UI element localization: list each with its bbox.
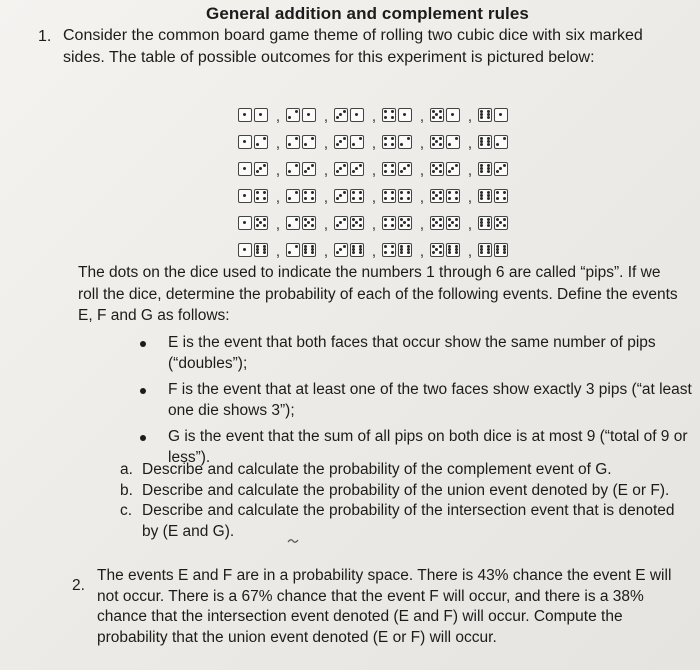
die-face-3	[334, 243, 348, 257]
die-face-6	[478, 135, 492, 149]
dice-pair	[238, 162, 270, 176]
comma-separator: ,	[323, 188, 329, 206]
comma-separator: ,	[419, 188, 425, 206]
die-face-5	[350, 216, 364, 230]
comma-separator: ,	[275, 215, 281, 233]
comma-separator: ,	[371, 242, 377, 260]
die-face-2	[286, 243, 300, 257]
comma-separator: ,	[275, 188, 281, 206]
dice-pair	[334, 162, 366, 176]
die-face-2	[446, 135, 460, 149]
dice-row	[238, 182, 510, 209]
comma-separator: ,	[467, 134, 473, 152]
comma-separator: ,	[419, 215, 425, 233]
comma-separator: ,	[323, 161, 329, 179]
subquestion-a	[120, 460, 685, 481]
subquestion-letter: c.	[120, 502, 133, 519]
die-face-2	[254, 135, 268, 149]
subquestion-text: Describe and calculate the probability of the union event denoted by (E or F).	[142, 481, 670, 499]
question-1-paragraph: The dots on the dice used to indicate the numbers 1 through 6 are called “pips”. If we roll the dice, determine the probability of each of the following events. Define the events E, F and G as follows:	[78, 264, 678, 324]
die-face-2	[398, 135, 412, 149]
comma-separator: ,	[275, 107, 281, 125]
die-face-4	[302, 189, 316, 203]
comma-separator: ,	[371, 188, 377, 206]
dice-pair	[382, 108, 414, 122]
dice-outcomes-table	[238, 101, 510, 263]
die-face-1	[238, 189, 252, 203]
die-face-1	[302, 108, 316, 122]
comma-separator: ,	[419, 242, 425, 260]
comma-separator: ,	[371, 215, 377, 233]
comma-separator: ,	[371, 161, 377, 179]
die-face-6	[478, 189, 492, 203]
subquestion-c	[120, 501, 685, 542]
subquestion-text: Describe and calculate the probability of the intersection event that is denoted by (E and G).	[142, 502, 675, 540]
die-face-4	[446, 189, 460, 203]
dice-row	[238, 101, 510, 128]
dice-pair	[478, 243, 510, 257]
comma-separator: ,	[467, 107, 473, 125]
die-face-3	[334, 189, 348, 203]
die-face-4	[254, 189, 268, 203]
dice-pair	[478, 216, 510, 230]
dice-row	[238, 209, 510, 236]
die-face-4	[382, 243, 396, 257]
die-face-6	[478, 216, 492, 230]
subquestion-b	[120, 481, 685, 502]
die-face-5	[430, 216, 444, 230]
die-face-6	[302, 243, 316, 257]
dice-pair	[478, 108, 510, 122]
comma-separator: ,	[323, 134, 329, 152]
die-face-5	[430, 162, 444, 176]
die-face-1	[446, 108, 460, 122]
dice-pair	[382, 243, 414, 257]
comma-separator: ,	[371, 134, 377, 152]
die-face-5	[302, 216, 316, 230]
dice-pair	[430, 216, 462, 230]
die-face-3	[254, 162, 268, 176]
die-face-6	[478, 243, 492, 257]
die-face-1	[238, 108, 252, 122]
comma-separator: ,	[419, 161, 425, 179]
subquestion-letter: a.	[120, 461, 133, 478]
die-face-6	[478, 108, 492, 122]
question-1-text: Consider the common board game theme of rolling two cubic dice with six marked sides. The table of possible outcomes for this experiment is pictured below:	[63, 27, 643, 66]
die-face-1	[238, 135, 252, 149]
comma-separator: ,	[419, 107, 425, 125]
die-face-4	[382, 189, 396, 203]
dice-pair	[238, 243, 270, 257]
dice-row	[238, 128, 510, 155]
dice-pair	[430, 189, 462, 203]
dice-pair	[286, 108, 318, 122]
dice-pair	[286, 216, 318, 230]
die-face-2	[286, 189, 300, 203]
die-face-4	[350, 189, 364, 203]
dice-pair	[286, 135, 318, 149]
die-face-5	[430, 108, 444, 122]
die-face-3	[334, 216, 348, 230]
dice-pair	[382, 189, 414, 203]
dice-pair	[430, 108, 462, 122]
die-face-2	[302, 135, 316, 149]
dice-pair	[478, 189, 510, 203]
die-face-4	[382, 108, 396, 122]
question-1-number: 1.	[38, 28, 52, 45]
subquestion-letter: b.	[120, 481, 133, 499]
dice-pair	[430, 162, 462, 176]
comma-separator: ,	[467, 188, 473, 206]
dice-row	[238, 236, 510, 263]
die-face-6	[254, 243, 268, 257]
die-face-1	[350, 108, 364, 122]
subquestion-text: Describe and calculate the probability of the complement event of G.	[142, 461, 612, 478]
die-face-3	[398, 162, 412, 176]
die-face-4	[382, 135, 396, 149]
pen-mark-icon	[287, 537, 299, 545]
die-face-2	[494, 135, 508, 149]
die-face-2	[286, 135, 300, 149]
comma-separator: ,	[323, 215, 329, 233]
comma-separator: ,	[419, 134, 425, 152]
comma-separator: ,	[467, 242, 473, 260]
dice-pair	[478, 162, 510, 176]
dice-pair	[334, 108, 366, 122]
dice-pair	[238, 216, 270, 230]
die-face-2	[350, 135, 364, 149]
dice-pair	[334, 243, 366, 257]
die-face-3	[494, 162, 508, 176]
die-face-3	[334, 135, 348, 149]
dice-pair	[382, 135, 414, 149]
die-face-6	[478, 162, 492, 176]
dice-pair	[382, 216, 414, 230]
dice-pair	[238, 108, 270, 122]
event-g-definition: G is the event that the sum of all pips on both dice is at most 9 (“total of 9 or less”).	[138, 427, 698, 468]
die-face-6	[398, 243, 412, 257]
dice-pair	[334, 135, 366, 149]
die-face-6	[494, 243, 508, 257]
dice-pair	[334, 216, 366, 230]
comma-separator: ,	[323, 107, 329, 125]
dice-pair	[286, 162, 318, 176]
die-face-6	[446, 243, 460, 257]
die-face-5	[494, 216, 508, 230]
die-face-5	[430, 189, 444, 203]
die-face-1	[398, 108, 412, 122]
die-face-3	[302, 162, 316, 176]
dice-pair	[286, 243, 318, 257]
dice-pair	[478, 135, 510, 149]
event-e-definition: E is the event that both faces that occur show the same number of pips (“doubles”);	[138, 333, 698, 374]
comma-separator: ,	[323, 242, 329, 260]
die-face-3	[446, 162, 460, 176]
die-face-1	[238, 243, 252, 257]
die-face-3	[350, 162, 364, 176]
die-face-4	[398, 189, 412, 203]
die-face-5	[446, 216, 460, 230]
die-face-1	[254, 108, 268, 122]
die-face-2	[286, 162, 300, 176]
page-title: General addition and complement rules	[206, 4, 529, 23]
die-face-1	[238, 216, 252, 230]
dice-row	[238, 155, 510, 182]
die-face-1	[238, 162, 252, 176]
die-face-4	[382, 216, 396, 230]
comma-separator: ,	[275, 134, 281, 152]
question-2-text: The events E and F are in a probability space. There is 43% chance the event E will not occur. There is a 67% chance that the event F will occur, and there is a 38% chance that the intersection event denoted (E and F) will occur. Compute the probability that the union event denoted (E or F) will occur.	[97, 567, 672, 646]
comma-separator: ,	[275, 161, 281, 179]
event-definitions-list	[138, 333, 698, 474]
die-face-1	[494, 108, 508, 122]
comma-separator: ,	[467, 215, 473, 233]
die-face-4	[382, 162, 396, 176]
die-face-4	[494, 189, 508, 203]
dice-pair	[334, 189, 366, 203]
die-face-3	[334, 108, 348, 122]
die-face-6	[350, 243, 364, 257]
dice-pair	[430, 135, 462, 149]
die-face-5	[254, 216, 268, 230]
dice-pair	[238, 135, 270, 149]
event-f-definition: F is the event that at least one of the two faces show exactly 3 pips (“at least one die shows 3”);	[138, 380, 698, 421]
subquestions-list	[120, 460, 685, 542]
dice-pair	[238, 189, 270, 203]
comma-separator: ,	[467, 161, 473, 179]
dice-pair	[286, 189, 318, 203]
die-face-5	[430, 243, 444, 257]
dice-pair	[430, 243, 462, 257]
die-face-3	[334, 162, 348, 176]
die-face-5	[430, 135, 444, 149]
comma-separator: ,	[371, 107, 377, 125]
question-2-number: 2.	[72, 577, 85, 594]
comma-separator: ,	[275, 242, 281, 260]
die-face-5	[398, 216, 412, 230]
die-face-2	[286, 216, 300, 230]
dice-pair	[382, 162, 414, 176]
die-face-2	[286, 108, 300, 122]
